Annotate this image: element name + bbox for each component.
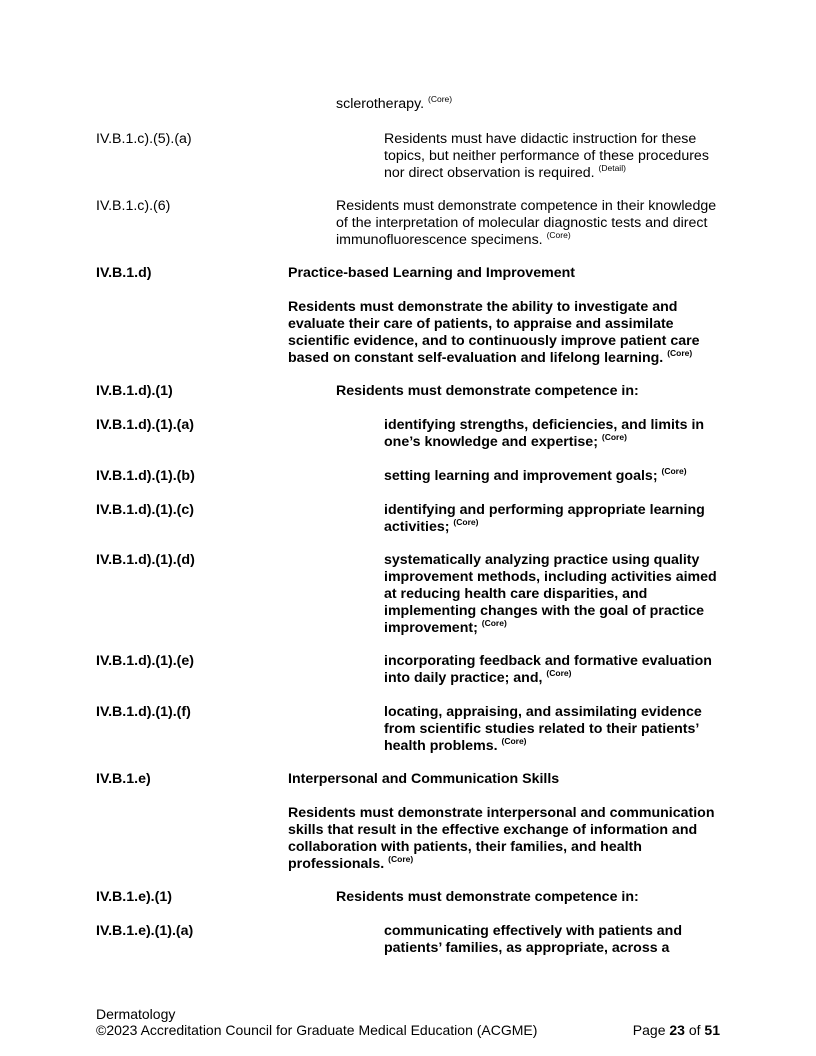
requirement-code: IV.B.1.e).(1).(a) [96, 923, 194, 939]
requirement-text: Residents must demonstrate competence in: [336, 889, 639, 905]
requirement-text: locating, appraising, and assimilating evidence from scientific studies related to their patients’ health problems. $^{(Core)}$ [384, 704, 702, 754]
requirement-text: incorporating feedback and formative evaluation into daily practice; and, $^{(Core)}$ [384, 653, 712, 686]
requirement-code: IV.B.1.d).(1).(e) [96, 653, 195, 669]
requirement-text: Residents must have didactic instruction for these topics, but neither performance of these procedures nor direct observation is required. $^{(Detail)}$ [384, 131, 709, 181]
requirement-tag: (Core) [661, 466, 687, 476]
page-number: 23 [669, 1022, 685, 1038]
requirement-tag: (Core) [453, 517, 479, 527]
requirement-code: IV.B.1.c).(5).(a) [96, 131, 192, 147]
requirement-code: IV.B.1.c).(6) [96, 198, 171, 214]
requirement-tag: (Core) [546, 230, 571, 240]
requirement-text: Residents must demonstrate competence in: [336, 383, 639, 399]
requirement-text: sclerotherapy. $^{(Core)}$ [336, 94, 453, 112]
page-number-indicator [633, 1022, 720, 1038]
requirement-tag: (Core) [388, 854, 414, 864]
requirement-tag: (Core) [546, 668, 572, 678]
page-footer [96, 1006, 720, 1038]
requirement-code: IV.B.1.d) [96, 265, 152, 281]
footer-specialty: Dermatology [96, 1006, 176, 1022]
requirement-code: IV.B.1.e).(1) [96, 889, 172, 905]
requirement-text: Residents must demonstrate interpersonal and communication skills that result in the effective exchange of information and collaboration with patients, their families, and health professionals. $^{(Core)}$ [288, 805, 715, 872]
requirement-tag: (Core) [501, 736, 527, 746]
requirement-code: IV.B.1.d).(1).(d) [96, 552, 195, 568]
requirement-tag: (Detail) [598, 163, 626, 173]
requirement-code: IV.B.1.d).(1) [96, 383, 173, 399]
footer-copyright: ©2023 Accreditation Council for Graduate Medical Education (ACGME) [96, 1022, 538, 1038]
requirement-text: systematically analyzing practice using quality improvement methods, including activities aimed at reducing health care disparities, and implementing changes with the goal of practice improvement; $^{(Core)}$ [384, 552, 717, 636]
requirement-text: communicating effectively with patients and patients’ families, as appropriate, across a [384, 923, 682, 956]
page-total: 51 [704, 1022, 720, 1038]
section-heading: Interpersonal and Communication Skills [288, 771, 560, 787]
requirement-code: IV.B.1.d).(1).(b) [96, 468, 195, 484]
page-of-label: of [688, 1022, 701, 1038]
requirement-text: Residents must demonstrate the ability to investigate and evaluate their care of patients, to appraise and assimilate scientific evidence, and to continuously improve patient care based on constant self-evaluation and lifelong learning. $^{(Core)}$ [288, 299, 700, 366]
requirement-tag: (Core) [601, 432, 627, 442]
requirement-tag: (Core) [428, 94, 453, 104]
requirement-code: IV.B.1.d).(1).(a) [96, 417, 195, 433]
requirement-text: setting learning and improvement goals; $^{(Core)}$ [384, 466, 687, 484]
section-heading: Practice-based Learning and Improvement [288, 265, 575, 281]
requirement-tag: (Core) [481, 618, 507, 628]
page-label: Page [632, 1022, 666, 1038]
requirement-text: identifying and performing appropriate learning activities; $^{(Core)}$ [384, 502, 705, 535]
requirement-code: IV.B.1.d).(1).(f) [96, 704, 191, 720]
requirement-tag: (Core) [667, 348, 693, 358]
requirement-code: IV.B.1.d).(1).(c) [96, 502, 195, 518]
requirement-code: IV.B.1.e) [96, 771, 151, 787]
requirement-text: identifying strengths, deficiencies, and limits in one’s knowledge and expertise; $^{(Core)}$ [384, 417, 705, 450]
requirement-text: Residents must demonstrate competence in their knowledge of the interpretation of molecular diagnostic tests and direct immunofluorescence specimens. $^{(Core)}$ [336, 198, 717, 248]
